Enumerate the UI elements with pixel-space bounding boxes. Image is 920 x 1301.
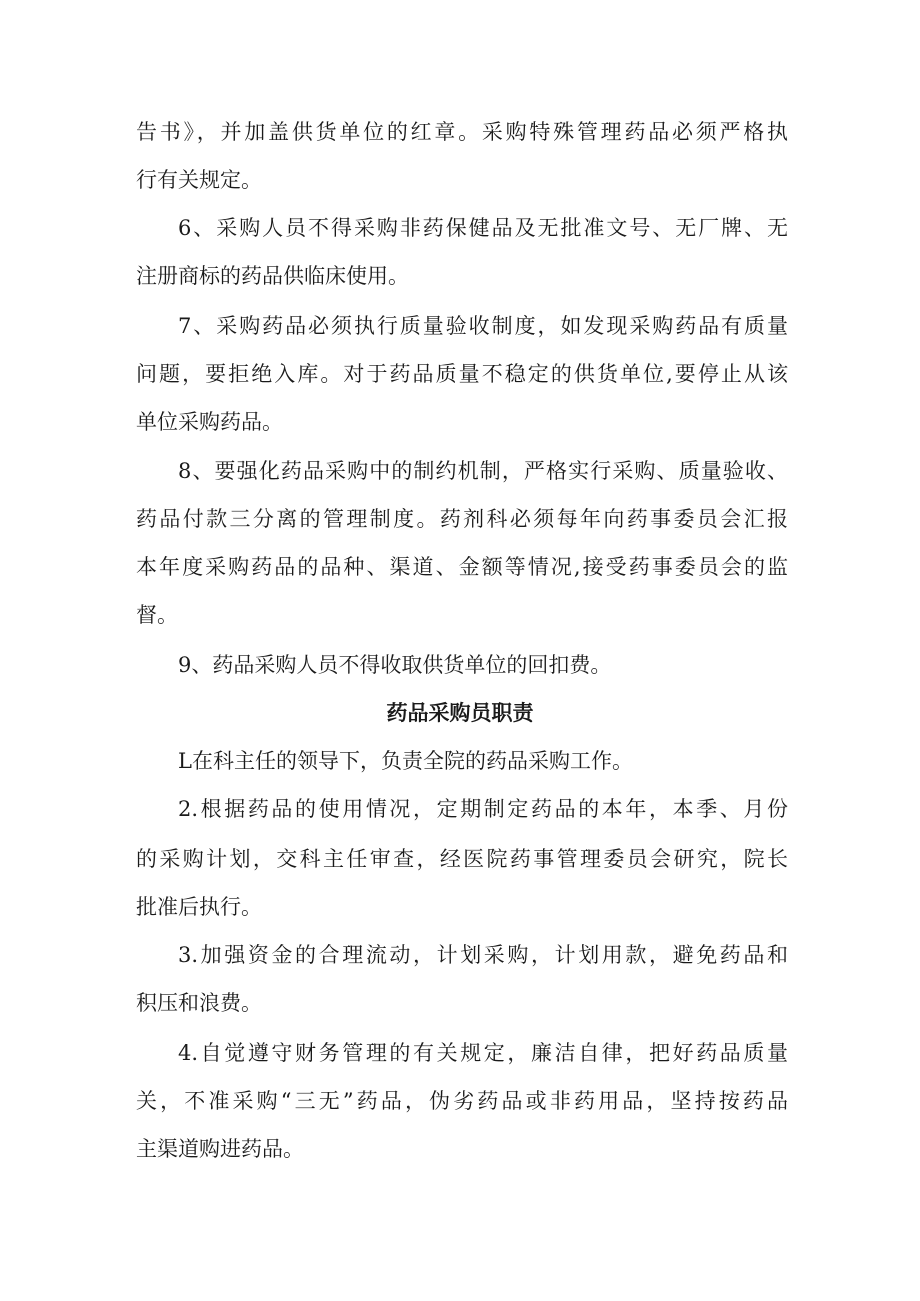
paragraph-line: 注册商标的药品供临床使用。 — [136, 264, 409, 288]
paragraph-line: 告书》，并加盖供货单位的红章。采购特殊管理药品必须严格执 — [136, 120, 788, 144]
paragraph-line: 积压和浪费。 — [136, 991, 262, 1015]
paragraph-line: 6、采购人员不得采购非药保健品及无批准文号、无厂牌、无 — [178, 216, 788, 240]
paragraph-line: 单位采购药品。 — [136, 410, 283, 434]
paragraph-line: 主渠道购进药品。 — [136, 1137, 304, 1161]
paragraph-line: 7、采购药品必须执行质量验收制度，如发现采购药品有质量 — [178, 314, 788, 338]
paragraph-line: 4.自觉遵守财务管理的有关规定，廉洁自律，把好药品质量 — [178, 1041, 788, 1065]
paragraph-line: 9、药品采购人员不得收取供货单位的回扣费。 — [178, 653, 612, 677]
paragraph-line: 药品付款三分离的管理制度。药剂科必须每年向药事委员会汇报 — [136, 507, 788, 531]
paragraph-line: 行有关规定。 — [136, 168, 262, 192]
paragraph-line: 3.加强资金的合理流动，计划采购，计划用款，避免药品和 — [178, 943, 788, 967]
paragraph-line: 批准后执行。 — [136, 895, 262, 919]
paragraph-line: 本年度采购药品的品种、渠道、金额等情况,接受药事委员会的监 — [136, 555, 788, 579]
paragraph-line: 督。 — [136, 603, 178, 627]
section-title: 药品采购员职责 — [386, 701, 534, 725]
paragraph-line: L在科主任的领导下，负责全院的药品采购工作。 — [178, 749, 633, 773]
paragraph-line: 问题，要拒绝入库。对于药品质量不稳定的供货单位,要停止从该 — [136, 362, 788, 386]
paragraph-line: 2.根据药品的使用情况，定期制定药品的本年，本季、月份 — [178, 797, 788, 821]
paragraph-line: 的采购计划，交科主任审查，经医院药事管理委员会研究，院长 — [136, 847, 788, 871]
paragraph-line: 关，不准采购“三无”药品，伪劣药品或非药用品，坚持按药品 — [136, 1089, 788, 1113]
paragraph-line: 8、要强化药品采购中的制约机制，严格实行采购、质量验收、 — [178, 459, 788, 483]
